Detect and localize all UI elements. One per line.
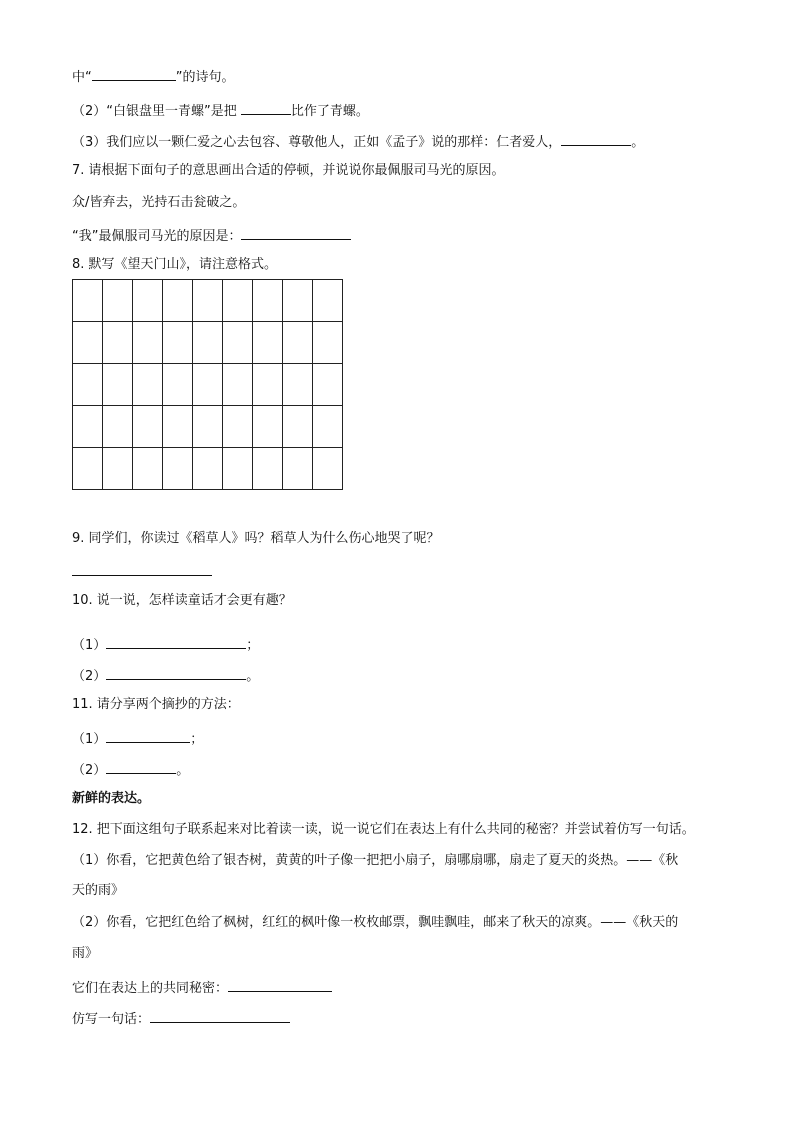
grid-cell[interactable]: [313, 322, 343, 364]
q6-sub2-prefix: （2）“白银盘里一青螺”是把: [72, 104, 241, 119]
q6-sub3-prefix: （3）我们应以一颗仁爱之心去包容、尊敬他人，正如《孟子》说的那样：仁者爱人，: [72, 135, 562, 150]
grid-cell[interactable]: [193, 448, 223, 490]
q12-sentence2-line1: （2）你看，它把红色给了枫树，红红的枫叶像一枚枚邮票，飘哇飘哇，邮来了秋天的凉爽。——《秋天的: [72, 915, 679, 930]
q11-blank-2[interactable]: [106, 759, 176, 774]
grid-cell[interactable]: [103, 364, 133, 406]
grid-cell[interactable]: [253, 364, 283, 406]
grid-cell[interactable]: [253, 322, 283, 364]
q10-blank-1[interactable]: [106, 634, 246, 649]
q9-answer-line[interactable]: [72, 575, 212, 576]
q6-blank-1[interactable]: [92, 66, 176, 81]
grid-cell[interactable]: [103, 280, 133, 322]
grid-row: [73, 322, 343, 364]
q12-sentence2-line2: 雨》: [72, 946, 99, 961]
grid-cell[interactable]: [73, 364, 103, 406]
q12-sentence1-line2: 天的雨》: [72, 883, 125, 898]
grid-cell[interactable]: [73, 406, 103, 448]
q6-line1: [72, 66, 235, 87]
grid-cell[interactable]: [73, 448, 103, 490]
q11-prompt: 11. 请分享两个摘抄的方法：: [72, 697, 240, 712]
grid-cell[interactable]: [313, 406, 343, 448]
grid-cell[interactable]: [133, 322, 163, 364]
q12-secret: [72, 977, 332, 998]
q6-line1-prefix: 中“: [72, 70, 92, 85]
grid-cell[interactable]: [163, 280, 193, 322]
q7-reason-blank[interactable]: [241, 225, 351, 240]
grid-cell[interactable]: [283, 448, 313, 490]
grid-cell[interactable]: [223, 364, 253, 406]
grid-cell[interactable]: [313, 448, 343, 490]
q10-item-1: [72, 634, 259, 655]
grid-cell[interactable]: [133, 364, 163, 406]
section-title: 新鲜的表达。: [72, 791, 151, 806]
grid-cell[interactable]: [223, 406, 253, 448]
grid-row: [73, 406, 343, 448]
grid-cell[interactable]: [103, 406, 133, 448]
grid-row: [73, 364, 343, 406]
q11-item-1: [72, 728, 203, 749]
q7-sentence: 众/皆弃去，光持石击瓮破之。: [72, 195, 246, 210]
grid-cell[interactable]: [283, 280, 313, 322]
q11-item2-prefix: （2）: [72, 763, 107, 778]
q6-line1-suffix: ”的诗句。: [175, 70, 235, 85]
q10-prompt: 10. 说一说，怎样读童话才会更有趣？: [72, 593, 292, 608]
grid-cell[interactable]: [253, 448, 283, 490]
grid-cell[interactable]: [193, 280, 223, 322]
grid-cell[interactable]: [253, 280, 283, 322]
grid-row: [73, 448, 343, 490]
q12-secret-label: 它们在表达上的共同秘密：: [72, 981, 229, 996]
q7-prompt: 7. 请根据下面句子的意思画出合适的停顿，并说说你最佩服司马光的原因。: [72, 163, 505, 178]
grid-cell[interactable]: [283, 364, 313, 406]
q12-prompt: 12. 把下面这组句子联系起来对比着读一读，说一说它们在表达上有什么共同的秘密？并尝试着仿写一句话。: [72, 822, 695, 837]
q10-item1-suffix: ；: [246, 638, 260, 653]
grid-cell[interactable]: [193, 364, 223, 406]
q10-item-2: [72, 665, 259, 686]
grid-cell[interactable]: [313, 280, 343, 322]
grid-row: [73, 280, 343, 322]
grid-cell[interactable]: [253, 406, 283, 448]
writing-grid: [72, 279, 343, 490]
grid-cell[interactable]: [283, 406, 313, 448]
grid-cell[interactable]: [73, 322, 103, 364]
q11-item2-suffix: 。: [176, 763, 190, 778]
grid-cell[interactable]: [163, 406, 193, 448]
grid-cell[interactable]: [103, 322, 133, 364]
q7-reason-label: “我”最佩服司马光的原因是：: [72, 229, 242, 244]
q11-item-2: [72, 759, 189, 780]
q10-item1-prefix: （1）: [72, 638, 107, 653]
grid-cell[interactable]: [283, 322, 313, 364]
grid-cell[interactable]: [133, 280, 163, 322]
q6-sub3-suffix: 。: [631, 135, 645, 150]
q6-blank-2[interactable]: [241, 100, 291, 115]
q6-sub2: [72, 100, 369, 121]
q11-item1-prefix: （1）: [72, 732, 107, 747]
q11-blank-1[interactable]: [106, 728, 190, 743]
q8-prompt: 8. 默写《望天门山》，请注意格式。: [72, 257, 278, 272]
q6-sub2-suffix: 比作了青螺。: [290, 104, 369, 119]
q12-imitate: [72, 1008, 290, 1029]
grid-cell[interactable]: [193, 406, 223, 448]
q11-item1-suffix: ；: [190, 732, 204, 747]
grid-cell[interactable]: [223, 448, 253, 490]
grid-cell[interactable]: [133, 448, 163, 490]
grid-cell[interactable]: [313, 364, 343, 406]
q10-item2-suffix: 。: [246, 669, 260, 684]
grid-cell[interactable]: [163, 322, 193, 364]
q12-secret-blank[interactable]: [228, 977, 332, 992]
q12-imitate-blank[interactable]: [150, 1008, 290, 1023]
grid-cell[interactable]: [163, 448, 193, 490]
q12-sentence1-line1: （1）你看，它把黄色给了银杏树，黄黄的叶子像一把把小扇子，扇哪扇哪，扇走了夏天的炎热。——《秋: [72, 853, 679, 868]
q6-sub3: [72, 131, 644, 152]
grid-cell[interactable]: [163, 364, 193, 406]
grid-cell[interactable]: [133, 406, 163, 448]
q6-blank-3[interactable]: [561, 131, 631, 146]
grid-cell[interactable]: [193, 322, 223, 364]
q7-reason: [72, 225, 351, 246]
grid-cell[interactable]: [103, 448, 133, 490]
q12-imitate-label: 仿写一句话：: [72, 1012, 151, 1027]
q10-blank-2[interactable]: [106, 665, 246, 680]
grid-cell[interactable]: [223, 280, 253, 322]
q10-item2-prefix: （2）: [72, 669, 107, 684]
grid-cell[interactable]: [223, 322, 253, 364]
grid-cell[interactable]: [73, 280, 103, 322]
q9-prompt: 9. 同学们，你读过《稻草人》吗？稻草人为什么伤心地哭了呢？: [72, 531, 440, 546]
